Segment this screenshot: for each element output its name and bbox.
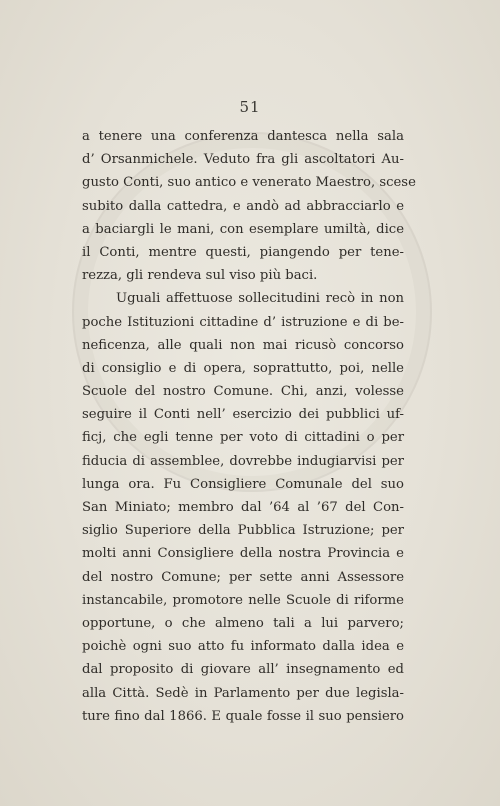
text-line: Uguali affettuose sollecitudini recò in non — [116, 291, 404, 307]
body-text — [82, 125, 416, 728]
text-line: poichè ogni suo atto fu informato dalla idea e — [82, 639, 404, 655]
text-line: a baciargli le mani, con esemplare umiltà, dice — [82, 221, 404, 237]
text-line: San Miniato; membro dal ’64 al ’67 del Con- — [82, 500, 404, 515]
text-line: gusto Conti, suo antico e venerato Maestro, scese — [82, 175, 416, 191]
text-line: dal proposito di giovare all’ insegnamento ed — [82, 662, 404, 678]
text-line: di consiglio e di opera, soprattutto, poi, nelle — [82, 360, 404, 376]
text-line: d’ Orsanmichele. Veduto fra gli ascoltatori Au- — [82, 152, 404, 168]
text-line: subito dalla cattedra, e andò ad abbracciarlo e — [82, 198, 404, 214]
text-line: opportune, o che almeno tali a lui parvero; — [82, 615, 404, 631]
text-line: siglio Superiore della Pubblica Istruzione; per — [82, 523, 404, 539]
text-line: lunga ora. Fu Consigliere Comunale del suo — [82, 476, 404, 492]
text-line: a tenere una conferenza dantesca nella sala — [82, 129, 404, 144]
text-line: del nostro Comune; per sette anni Assessore — [82, 569, 404, 585]
text-line: Scuole del nostro Comune. Chi, anzi, volesse — [82, 384, 404, 400]
text-line: seguire il Conti nell’ esercizio dei pubblici uf- — [82, 407, 404, 423]
text-line: fiducia di assemblee, dovrebbe indugiarvisi per — [82, 453, 404, 469]
text-line: ficj, che egli tenne per voto di cittadini o per — [82, 430, 404, 446]
text-line: molti anni Consigliere della nostra Provincia e — [82, 546, 404, 562]
text-line: instancabile, promotore nelle Scuole di riforme — [82, 592, 404, 608]
text-line: il Conti, mentre questi, piangendo per tene- — [82, 244, 404, 260]
text-line: neficenza, alle quali non mai ricusò concorso — [82, 337, 404, 353]
page-number: 51 — [239, 98, 261, 116]
text-line: ture fino dal 1866. E quale fosse il suo pensiero — [82, 708, 404, 724]
text-line: poche Istituzioni cittadine d’ istruzione e di be- — [82, 314, 404, 330]
text-line: rezza, gli rendeva sul viso più baci. — [82, 268, 318, 284]
text-line: alla Città. Sedè in Parlamento per due legisla- — [82, 685, 404, 701]
